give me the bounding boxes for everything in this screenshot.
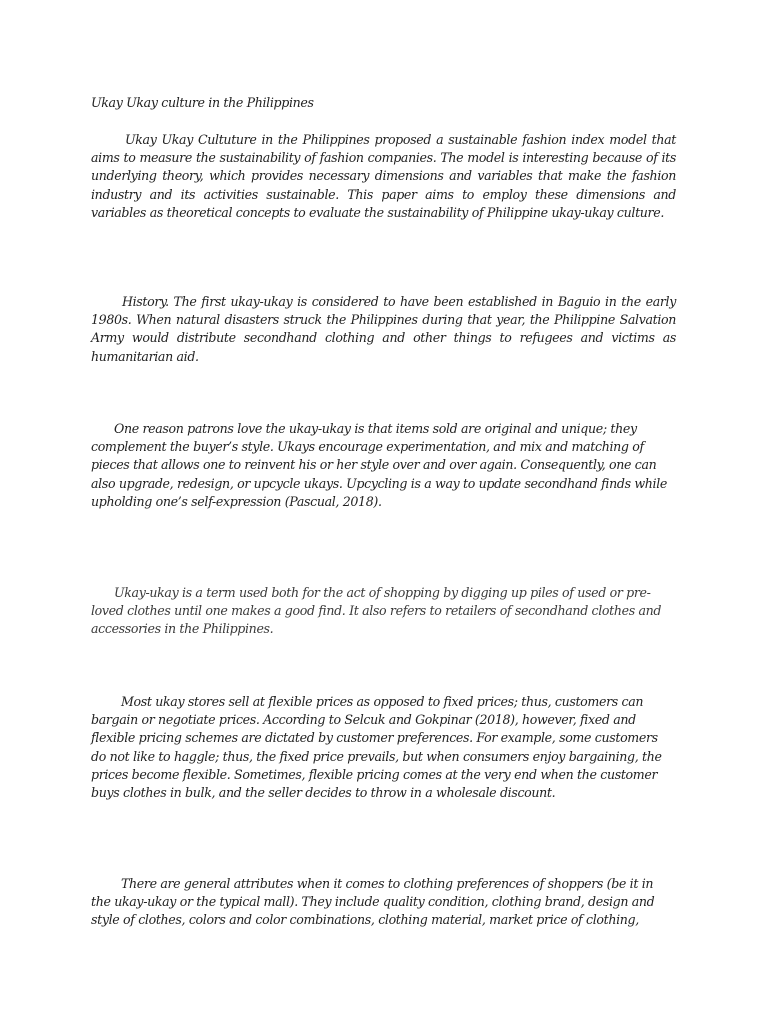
paragraph-attributes: There are general attributes when it comes to clothing preferences of shoppers (be it in the ukay-ukay or the typical mall). They include quality condition, clothing brand, design and style of clothes, colors and color combinations, clothing material, market price of clothing, [91, 876, 655, 928]
paragraph-definition: Ukay-ukay is a term used both for the act of shopping by digging up piles of used or pre-loved clothes until one makes a good find. It also refers to retailers of secondhand clothes and accessories in the Philippines. [91, 585, 662, 637]
paragraph-history: History. The first ukay-ukay is considered to have been established in Baguio in the early 1980s. When natural disasters struck the Philippines during that year, the Philippine Salvation Army would distribute secondhand clothing and other things to refugees and victims as humanitarian aid. [91, 294, 676, 364]
paragraph-intro: Ukay Ukay Cultuture in the Philippines proposed a sustainable fashion index model that aims to measure the sustainability of fashion companies. The model is interesting because of its underlying theory, which provides necessary dimensions and variables that make the fashion industry and its activities sustainable. This paper aims to employ these dimensions and variables as theoretical concepts to evaluate the sustainability of Philippine ukay-ukay culture. [91, 132, 676, 220]
document-title: Ukay Ukay culture in the Philippines [91, 95, 314, 110]
paragraph-patrons: One reason patrons love the ukay-ukay is that items sold are original and unique; they complement the buyer’s style. Ukays encourage experimentation, and mix and matching of pieces that allows one to reinvent his or her style over and over again. Consequently, one can also upgrade, redesign, or upcycle ukays. Upcycling is a way to update secondhand finds while upholding one’s self-expression (Pascual, 2018). [91, 421, 667, 509]
paragraph-pricing: Most ukay stores sell at flexible prices as opposed to fixed prices; thus, customers can bargain or negotiate prices. According to Selcuk and Gokpinar (2018), however, fixed and flexible pricing schemes are dictated by customer preferences. For example, some customers do not like to haggle; thus, the fixed price prevails, but when consumers enjoy bargaining, the prices become flexible. Sometimes, flexible pricing comes at the very end when the customer buys clothes in bulk, and the seller decides to throw in a wholesale discount. [91, 694, 662, 801]
